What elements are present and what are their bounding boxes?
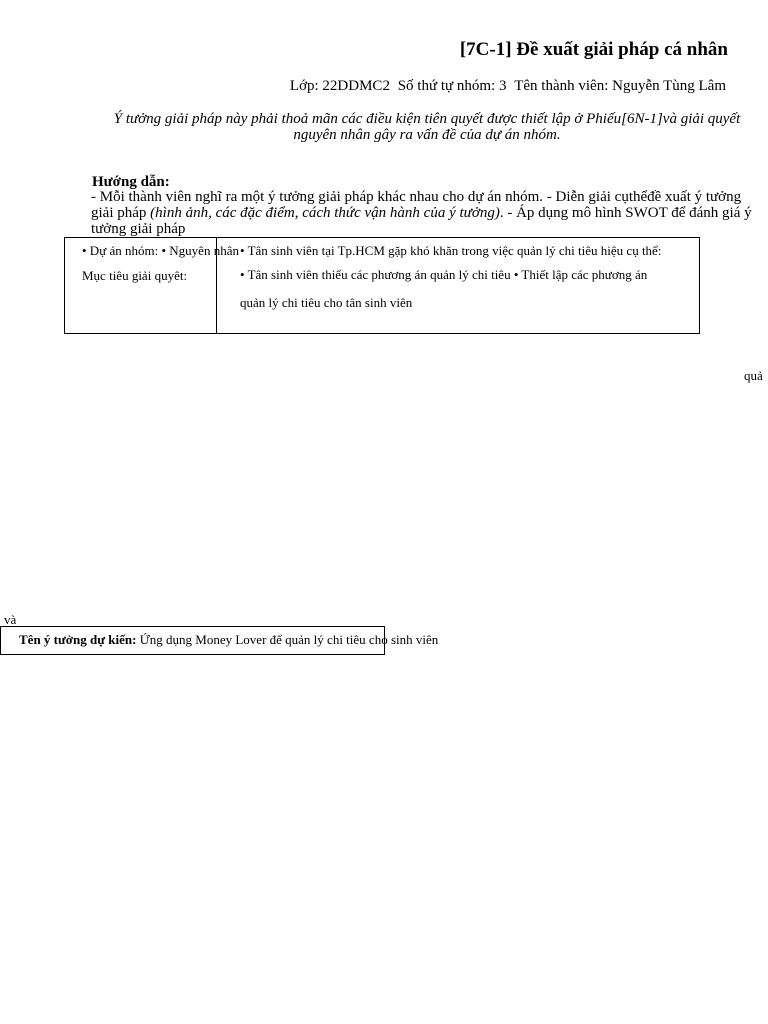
intro-text: Ý tưởng giải pháp này phải thoả mãn các điều kiện tiên quyết được thiết lập ở Phiếu[6N-1]và giải quyết nguyên nhân gây ra vấn đề của dự án nhóm. [113,111,741,143]
group-number: Số thứ tự nhóm: 3 [397,78,507,94]
stray-text-left: và [4,612,17,627]
page-title: [7C-1] Đề xuất giải pháp cá nhân [459,39,728,60]
guidance-heading: Hướng dẫn: [92,174,170,190]
guidance-text [91,189,755,237]
member-name: Tên thành viên: Nguyễn Tùng Lâm [514,78,726,94]
guidance-text-part1: - Mỗi thành viên nghĩ ra một ý tưởng giải pháp khác nhau cho dự án nhóm. - Diễn giải cụthểđề xuất ý tưởng giải pháp [91,189,742,221]
project-label: • Dự án nhóm: • Nguyên nhân [82,243,239,258]
header-meta [290,78,726,95]
guidance-text-part2: . - Áp dụng mô hình SWOT để đánh giá ý tưởng giải pháp [91,205,752,237]
goal-label: Mục tiêu giải quyêt: [82,268,188,283]
class-info: Lớp: 22DDMC2 [289,78,390,94]
idea-name-value: Ứng dụng Money Lover để quản lý chi tiêu cho sinh viên [136,632,439,647]
cause-description: • Tân sinh viên thiếu các phương án quản lý chi tiêu • Thiết lập các phương án [240,267,648,282]
guidance-text-italic: (hình ảnh, các đặc điểm, cách thức vận hành của ý tưởng) [150,205,500,221]
project-description: • Tân sinh viên tại Tp.HCM gặp khó khăn trong việc quản lý chi tiêu hiệu cụ thể: [240,243,662,258]
stray-text-right: quả [744,368,763,383]
goal-description: quản lý chi tiêu cho tân sinh viên [240,295,413,310]
idea-name-label: Tên ý tưởng dự kiến: [19,632,137,647]
idea-name [19,632,438,648]
